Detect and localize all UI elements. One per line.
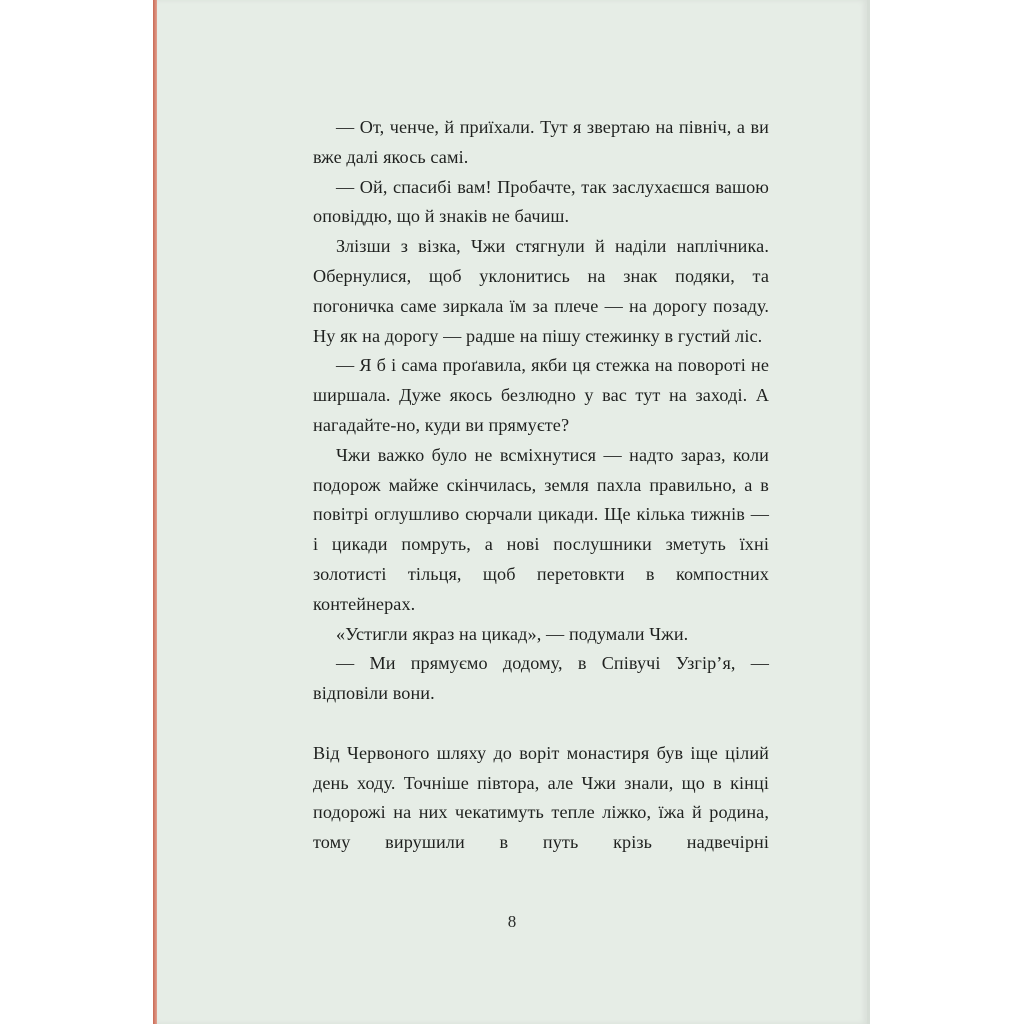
paragraph: — Ми прямуємо додому, в Співучі Узгір’я, — відповіли вони. [313,653,769,704]
paragraph: — Я б і сама проґавила, якби ця стежка на повороті не ширшала. Дуже якось безлюдно у вас тут на заході. А нагадайте-но, куди ви прямуєте? [313,355,769,435]
paragraph: — Ой, спасибі вам! Пробачте, так заслухаєшся вашою оповіддю, що й знаків не бачиш. [313,176,769,227]
paragraph: — От, ченче, й приїхали. Тут я звертаю на північ, а ви вже далі якось самі. [313,117,769,167]
page-number: 8 [507,912,517,931]
paragraph: «Устигли якраз на цикад», — подумали Чжи. [336,623,689,644]
paragraph: Чжи важко було не всміхнутися — надто зараз, коли подорож майже скінчилась, земля пахла правильно, а в повітрі оглушливо сюрчали цикади. Ще кілька тижнів — і цикади помруть, а нові послушники зметуть їхні золотисті тільця, щоб перетовкти в компостних контейнерах. [313,444,769,614]
page-text [313,113,769,858]
paragraph: Злізши з візка, Чжи стягнули й наділи наплічника. Обернулися, щоб уклонитись на знак подяки, та погоничка саме зиркала їм за плече — на дорогу позаду. Ну як на дорогу — радше на пішу стежинку в густий ліс. [313,236,769,346]
section-break [313,739,769,858]
paragraph: Від Червоного шляху до воріт монастиря був іще цілий день ходу. Точніше півтора, але Чжи знали, що в кінці подорожі на них чекатимуть тепле ліжко, їжа й родина, тому вирушили в путь крізь надвечірні [313,742,769,853]
page-edge-right [867,0,870,1024]
